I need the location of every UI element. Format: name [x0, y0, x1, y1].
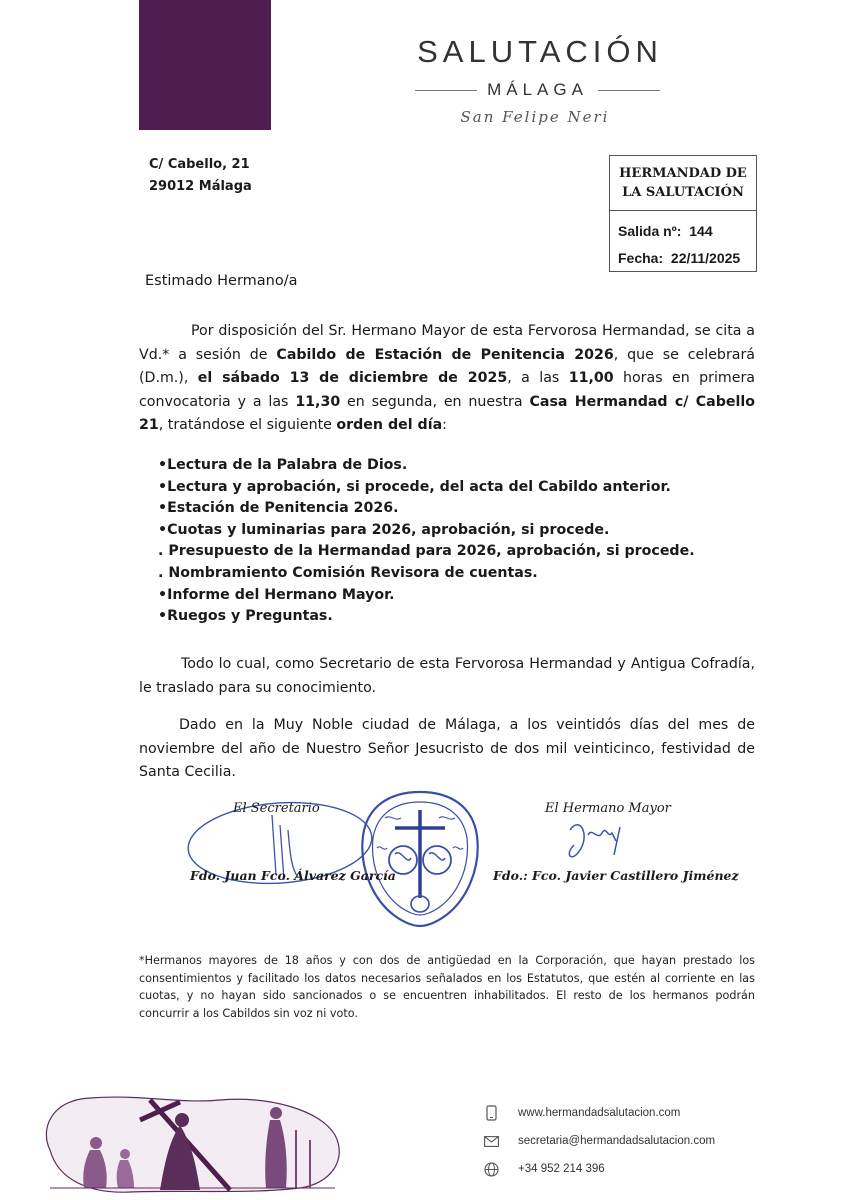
footnote: *Hermanos mayores de 18 años y con dos de antigüedad en la Corporación, que hayan prestado los consentimientos y facilitado los datos necesarios señalados en los Estatutos, que estén al corriente en las cuotas, y no hayan sido sancionados o se encuentren inhabilitados. El resto de los hermanos podrán concurrir a los Cabildos sin voz ni voto.: [139, 954, 755, 1020]
globe-icon: [483, 1161, 499, 1177]
brand-city-row: [415, 78, 660, 102]
brand-color-block: [139, 0, 271, 130]
agenda-item: . Presupuesto de la Hermandad para 2026, aprobación, si procede.: [158, 543, 695, 560]
reference-header-line: HERMANDAD DE: [619, 166, 747, 181]
salida-label: Salida nº:: [618, 223, 682, 239]
address-line: C/ Cabello, 21: [149, 157, 250, 172]
brand-city: MÁLAGA: [487, 80, 588, 99]
text-run-bold: Cabildo de Estación de Penitencia 2026: [276, 346, 614, 363]
phone-icon: [483, 1105, 499, 1121]
secretary-name: Fdo. Juan Fco. Álvarez García: [190, 868, 396, 883]
phone-number[interactable]: +34 952 214 396: [518, 1163, 605, 1175]
text-run: horas en primera convocatoria y a las: [139, 370, 756, 410]
text-run-bold: el sábado 13 de diciembre de 2025: [197, 370, 508, 386]
text-run: Todo lo cual, como Secretario de esta Fervorosa Hermandad y Antigua Cofradía, le traslado para su conocimiento.: [139, 656, 755, 696]
brand-title: SALUTACIÓN: [417, 34, 663, 69]
reference-box-header: [610, 156, 756, 211]
agenda-item: . Nombramiento Comisión Revisora de cuentas.: [158, 564, 538, 581]
fecha-label: Fecha:: [618, 250, 664, 266]
salida-value: 144: [689, 223, 713, 239]
paragraph-convocation: [139, 320, 755, 438]
text-run: Por disposición del Sr. Hermano Mayor de esta Fervorosa Hermandad, se cita a Vd.* a sesión de: [139, 323, 755, 363]
mayor-title: El Hermano Mayor: [545, 801, 671, 816]
sender-address: [149, 154, 252, 198]
brotherhood-seal: [355, 788, 485, 928]
text-run: Dado en la Muy Noble ciudad de Málaga, a los veintidós días del mes de noviembre del año de Nuestro Señor Jesucristo de dos mil veinticinco, festividad de Santa Cecilia.: [139, 717, 755, 780]
text-run-bold: 11,30: [295, 393, 341, 410]
brand-subtitle: San Felipe Neri: [460, 108, 610, 126]
agenda-item: •Cuotas y luminarias para 2026, aprobación, si procede.: [158, 521, 610, 538]
contact-email: [483, 1130, 715, 1152]
reference-box-body: [610, 211, 756, 272]
agenda-item: •Ruegos y Preguntas.: [158, 608, 333, 625]
address-line: 29012 Málaga: [149, 179, 252, 194]
fecha-value: 22/11/2025: [670, 250, 741, 266]
text-run: , tratándose el siguiente: [158, 417, 337, 433]
contact-phone: [483, 1158, 605, 1180]
text-run: :: [442, 417, 447, 433]
text-run-bold: 11,00: [568, 370, 614, 386]
agenda-list: [158, 455, 718, 628]
agenda-item: •Lectura de la Palabra de Dios.: [158, 457, 408, 473]
paragraph-date: [139, 714, 755, 785]
contact-web: [483, 1102, 680, 1124]
mayor-name: Fdo.: Fco. Javier Castillero Jiménez: [493, 868, 739, 883]
fecha-row: [618, 245, 756, 272]
greeting: Estimado Hermano/a: [145, 273, 298, 289]
agenda-item: •Estación de Penitencia 2026.: [158, 500, 399, 517]
reference-header-line: LA SALUTACIÓN: [622, 185, 744, 200]
secretary-title: El Secretario: [233, 801, 320, 816]
agenda-item: •Lectura y aprobación, si procede, del acta del Cabildo anterior.: [158, 478, 671, 495]
reference-box: [609, 155, 757, 272]
procession-illustration: [30, 1080, 350, 1198]
text-run: , a las: [507, 370, 569, 386]
text-run: en segunda, en nuestra: [340, 393, 530, 410]
text-run: , que se celebrará (D.m.),: [139, 346, 755, 386]
salida-row: [618, 218, 756, 245]
agenda-item: •Informe del Hermano Mayor.: [158, 586, 395, 603]
text-run-bold: orden del día: [336, 417, 443, 433]
divider: [598, 90, 660, 91]
text-run-bold: Casa Hermandad c/ Cabello 21: [139, 393, 755, 433]
paragraph-closing: [139, 653, 755, 700]
email-link[interactable]: secretaria@hermandadsalutacion.com: [518, 1135, 716, 1147]
envelope-icon: [483, 1133, 499, 1149]
divider: [415, 90, 477, 91]
website-link[interactable]: www.hermandadsalutacion.com: [518, 1107, 681, 1119]
